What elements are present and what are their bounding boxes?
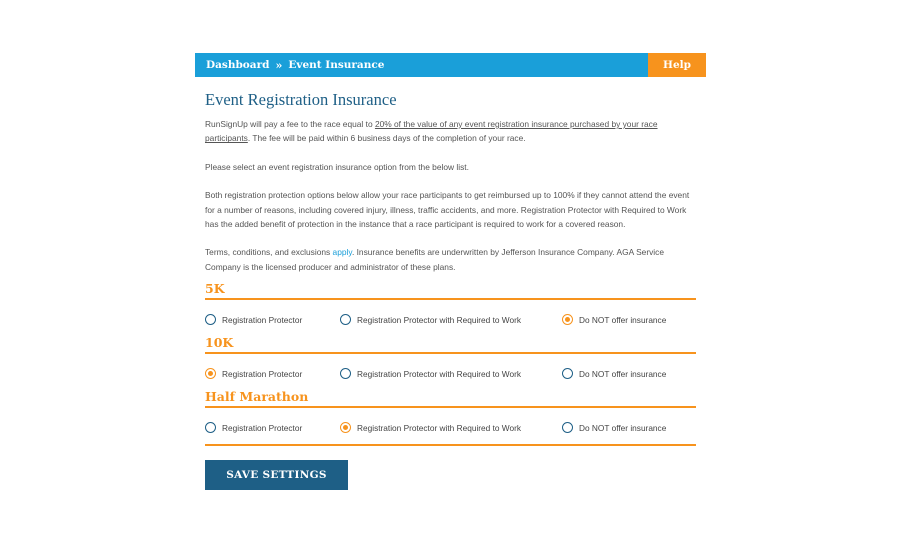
insurance-option-none[interactable]	[562, 422, 666, 433]
option-label: Do NOT offer insurance	[579, 368, 667, 379]
option-label: Registration Protector	[222, 368, 303, 379]
event-section	[205, 388, 696, 438]
event-section	[205, 280, 696, 330]
radio-button[interactable]	[340, 422, 351, 433]
insurance-option-protector-work[interactable]	[340, 422, 521, 433]
event-name: Half Marathon	[205, 388, 696, 408]
select-paragraph: Please select an event registration insurance option from the below list.	[205, 161, 469, 172]
breadcrumb-separator: »	[275, 58, 283, 72]
events-list	[205, 280, 696, 438]
radio-button[interactable]	[340, 368, 351, 379]
radio-button[interactable]	[340, 314, 351, 325]
insurance-options	[205, 314, 696, 330]
radio-button[interactable]	[562, 422, 573, 433]
options-paragraph: Both registration protection options below allow your race participants to get reimbursed up to 100% if they cannot attend the event for a number of reasons, including covered injury, illness, traffic accidents, and more. Registration Protector with Required to Work has the added benefit of protection in the instance that a race participant is required to work for a covered reason.	[205, 190, 690, 230]
terms-apply-link[interactable]: apply	[332, 247, 352, 258]
radio-button[interactable]	[205, 422, 216, 433]
radio-button[interactable]	[205, 368, 216, 379]
insurance-option-none[interactable]	[562, 314, 666, 325]
insurance-option-protector-work[interactable]	[340, 368, 521, 379]
terms-text-start: Terms, conditions, and exclusions	[205, 247, 333, 258]
page-title: Event Registration Insurance	[205, 90, 397, 109]
event-section	[205, 334, 696, 384]
top-bar	[195, 53, 706, 77]
intro-paragraph	[205, 117, 696, 146]
option-label: Registration Protector with Required to Work	[357, 314, 522, 325]
option-label: Registration Protector	[222, 314, 303, 325]
insurance-option-protector[interactable]	[205, 422, 302, 433]
breadcrumb-dashboard-link[interactable]: Dashboard	[206, 59, 270, 71]
radio-button[interactable]	[205, 314, 216, 325]
section-divider	[205, 444, 696, 446]
insurance-option-protector-work[interactable]	[340, 314, 521, 325]
insurance-options	[205, 368, 696, 384]
option-label: Do NOT offer insurance	[579, 422, 667, 433]
insurance-option-none[interactable]	[562, 368, 666, 379]
event-name: 5K	[205, 280, 696, 300]
option-label: Registration Protector with Required to Work	[357, 368, 522, 379]
insurance-options	[205, 422, 696, 438]
radio-button[interactable]	[562, 368, 573, 379]
intro-text-start: RunSignUp will pay a fee to the race equal to	[205, 119, 375, 129]
breadcrumb	[195, 59, 384, 72]
main-content	[195, 90, 706, 490]
insurance-option-protector[interactable]	[205, 314, 302, 325]
event-name: 10K	[205, 334, 696, 354]
radio-button[interactable]	[562, 314, 573, 325]
intro-text-end: . The fee will be paid within 6 business days of the completion of your race.	[247, 133, 526, 144]
insurance-option-protector[interactable]	[205, 368, 302, 379]
breadcrumb-current: Event Insurance	[288, 59, 385, 71]
terms-paragraph	[205, 245, 696, 274]
intro-fee-text: 20% of the value of any event registration insurance purchased by your race participants	[205, 119, 658, 144]
help-button[interactable]: Help	[648, 53, 706, 77]
option-label: Do NOT offer insurance	[579, 314, 667, 325]
save-settings-button[interactable]: SAVE SETTINGS	[205, 460, 348, 490]
insurance-panel	[195, 53, 706, 490]
option-label: Registration Protector with Required to Work	[357, 422, 522, 433]
option-label: Registration Protector	[222, 422, 303, 433]
terms-text-end: . Insurance benefits are underwritten by Jefferson Insurance Company. AGA Service Company is the licensed producer and administrator of these plans.	[205, 247, 665, 272]
